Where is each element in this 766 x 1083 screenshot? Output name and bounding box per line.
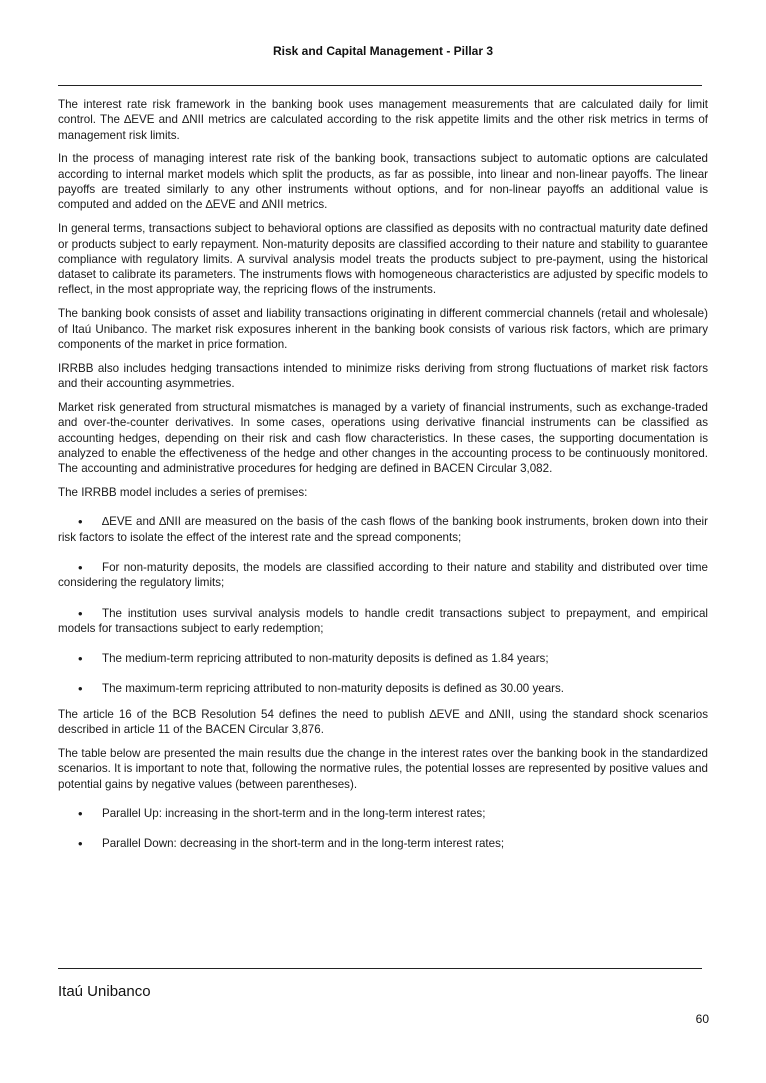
bullet-item [58, 606, 708, 637]
document-body [58, 97, 708, 866]
paragraph: The table below are presented the main results due the change in the interest rates over the banking book in the standardized scenarios. It is important to note that, following the normative rules, the potential losses are represented by positive values and potential gains by negative values (between parentheses). [58, 746, 708, 791]
bullet-item [58, 651, 708, 666]
bullet-text: Parallel Up: increasing in the short-term and in the long-term interest rates; [102, 806, 486, 820]
header-divider [58, 85, 702, 86]
bullet-dot-icon: • [78, 651, 83, 667]
bullet-text: The maximum-term repricing attributed to non-maturity deposits is defined as 30.00 years. [102, 682, 565, 696]
bullet-dot-icon: • [78, 605, 83, 621]
paragraph: The interest rate risk framework in the banking book uses management measurements that are calculated daily for limit control. The ∆EVE and ∆NII metrics are calculated according to the risk appetite limits and the other risk metrics in terms of management risk limits. [58, 98, 708, 142]
bullet-dot-icon: • [78, 559, 83, 575]
paragraph: The article 16 of the BCB Resolution 54 defines the need to publish ∆EVE and ∆NII, using the standard shock scenarios described in article 11 of the BACEN Circular 3,876. [58, 707, 708, 737]
paragraph: In the process of managing interest rate risk of the banking book, transactions subject to automatic options are calculated according to internal market models which split the products, as far as possible, into linear and non-linear payoffs. The linear payoffs are treated similarly to any other instruments without options, and for non-linear payoffs an additional value is computed and added on the ∆EVE and ∆NII metrics. [58, 152, 708, 212]
page-header-title: Risk and Capital Management - Pillar 3 [272, 44, 494, 58]
bullet-item [58, 514, 708, 545]
page-number: 60 [695, 1012, 709, 1026]
bullet-text: ∆EVE and ∆NII are measured on the basis of the cash flows of the banking book instruments, broken down into their risk factors to isolate the effect of the interest rate and the spread components; [58, 515, 708, 544]
footer-divider [58, 968, 702, 969]
paragraph: IRRBB also includes hedging transactions intended to minimize risks deriving from strong fluctuations of market risk factors and their accounting asymmetries. [58, 361, 708, 391]
bullet-dot-icon: • [78, 681, 83, 697]
footer-company-name: Itaú Unibanco [58, 983, 151, 1000]
paragraph: In general terms, transactions subject to behavioral options are classified as deposits with no contractual maturity date defined or products subject to early repayment. Non-maturity deposits are classified according to their nature and stability to guarantee compliance with regulatory limits. A survival analysis model treats the products subject to pre-payment, using the historical dataset to calibrate its parameters. The instruments flows with homogeneous characteristics are adjusted by specific models to reflect, in the most appropriate way, the repricing flows of the instruments. [58, 222, 708, 297]
paragraph: The IRRBB model includes a series of premises: [58, 486, 308, 500]
bullet-dot-icon: • [78, 836, 83, 852]
bullet-item [58, 560, 708, 591]
bullet-text: The institution uses survival analysis models to handle credit transactions subject to prepayment, and empirical models for transactions subject to early redemption; [58, 606, 708, 635]
bullet-text: Parallel Down: decreasing in the short-term and in the long-term interest rates; [102, 837, 505, 851]
paragraph: The banking book consists of asset and liability transactions originating in different commercial channels (retail and wholesale) of Itaú Unibanco. The market risk exposures inherent in the banking book consists of various risk factors, which are primary components of the market in price formation. [58, 307, 708, 351]
paragraph: Market risk generated from structural mismatches is managed by a variety of financial instruments, such as exchange-traded and over-the-counter derivatives. In some cases, operations using derivative financial instruments can be classified as accounting hedges, depending on their risk and cash flow characteristics. In these cases, the supporting documentation is analyzed to enable the effectiveness of the hedge and other changes in the accounting process to be continuously monitored. The accounting and administrative procedures for hedging are defined in BACEN Circular 3,082. [58, 401, 708, 476]
bullet-item [58, 806, 708, 821]
bullet-dot-icon: • [78, 805, 83, 821]
bullet-item [58, 681, 708, 696]
bullet-item [58, 836, 708, 851]
bullet-dot-icon: • [78, 514, 83, 530]
bullet-text: For non-maturity deposits, the models are classified according to their nature and stability and distributed over time considering the regulatory limits; [58, 560, 708, 590]
bullet-text: The medium-term repricing attributed to non-maturity deposits is defined as 1.84 years; [102, 652, 549, 666]
